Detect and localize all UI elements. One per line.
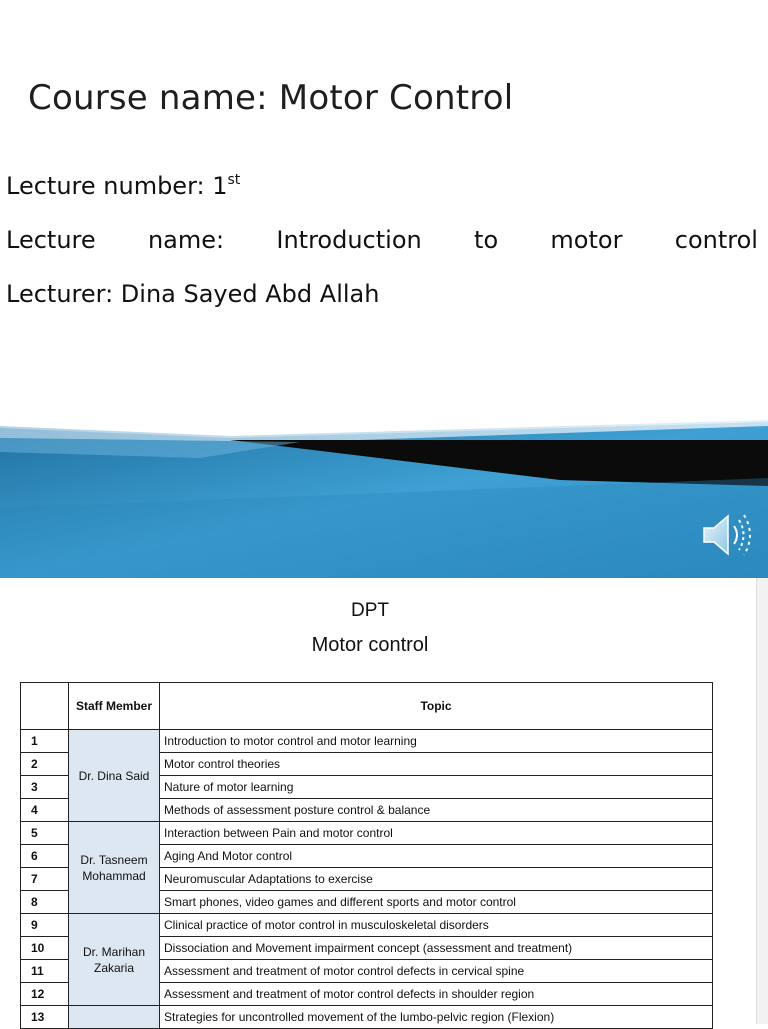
row-number: 7 bbox=[21, 868, 69, 891]
row-topic: Assessment and treatment of motor control defects in cervical spine bbox=[160, 960, 713, 983]
schedule-heading-course: Motor control bbox=[311, 634, 429, 656]
row-topic: Nature of motor learning bbox=[160, 776, 713, 799]
lecture-name-word: name: bbox=[147, 226, 225, 254]
lecturer: Lecturer: Dina Sayed Abd Allah bbox=[6, 280, 380, 308]
row-number: 9 bbox=[21, 914, 69, 937]
row-topic: Clinical practice of motor control in musculoskeletal disorders bbox=[160, 914, 713, 937]
row-number: 2 bbox=[21, 753, 69, 776]
header-topic: Topic bbox=[160, 683, 713, 730]
row-number: 1 bbox=[21, 730, 69, 753]
lecture-name-word: Introduction bbox=[276, 226, 422, 254]
row-number: 11 bbox=[21, 960, 69, 983]
lecture-number-text: Lecture number: 1 bbox=[6, 172, 228, 200]
table-row bbox=[21, 1006, 713, 1029]
row-number: 3 bbox=[21, 776, 69, 799]
row-number: 12 bbox=[21, 983, 69, 1006]
table-row bbox=[21, 730, 713, 753]
row-topic: Dissociation and Movement impairment concept (assessment and treatment) bbox=[160, 937, 713, 960]
row-number: 5 bbox=[21, 822, 69, 845]
header-staff: Staff Member bbox=[69, 683, 160, 730]
row-topic: Smart phones, video games and different sports and motor control bbox=[160, 891, 713, 914]
row-number: 4 bbox=[21, 799, 69, 822]
lecture-name-word: motor bbox=[550, 226, 623, 254]
row-topic: Motor control theories bbox=[160, 753, 713, 776]
row-number: 13 bbox=[21, 1006, 69, 1029]
table-row bbox=[21, 822, 713, 845]
row-number: 8 bbox=[21, 891, 69, 914]
lecture-number bbox=[6, 172, 240, 200]
staff-cell-empty bbox=[69, 1006, 160, 1029]
staff-cell: Dr. Dina Said bbox=[69, 730, 160, 822]
lecture-name-word: to bbox=[474, 226, 499, 254]
lecture-name-word: Lecture bbox=[6, 226, 96, 254]
table-header-row bbox=[21, 683, 713, 730]
schedule-heading-dpt: DPT bbox=[351, 600, 389, 621]
row-topic: Introduction to motor control and motor learning bbox=[160, 730, 713, 753]
lecture-name bbox=[6, 226, 758, 254]
decorative-banner bbox=[0, 418, 768, 578]
row-topic: Assessment and treatment of motor control defects in shoulder region bbox=[160, 983, 713, 1006]
row-topic: Neuromuscular Adaptations to exercise bbox=[160, 868, 713, 891]
panel-edge bbox=[756, 578, 768, 1024]
lecture-number-suffix: st bbox=[227, 172, 241, 188]
table-row bbox=[21, 914, 713, 937]
schedule-panel bbox=[0, 578, 768, 1024]
lecture-name-word: control bbox=[674, 226, 758, 254]
row-topic: Interaction between Pain and motor control bbox=[160, 822, 713, 845]
staff-cell: Dr. Marihan Zakaria bbox=[69, 914, 160, 1006]
row-topic: Methods of assessment posture control & balance bbox=[160, 799, 713, 822]
staff-cell: Dr. Tasneem Mohammad bbox=[69, 822, 160, 914]
course-title: Course name: Motor Control bbox=[28, 78, 514, 118]
row-topic: Aging And Motor control bbox=[160, 845, 713, 868]
schedule-table bbox=[20, 682, 713, 1029]
speaker-sound-icon[interactable] bbox=[700, 510, 758, 560]
row-number: 6 bbox=[21, 845, 69, 868]
row-number: 10 bbox=[21, 937, 69, 960]
header-number bbox=[21, 683, 69, 730]
row-topic: Strategies for uncontrolled movement of the lumbo-pelvic region (Flexion) bbox=[160, 1006, 713, 1029]
